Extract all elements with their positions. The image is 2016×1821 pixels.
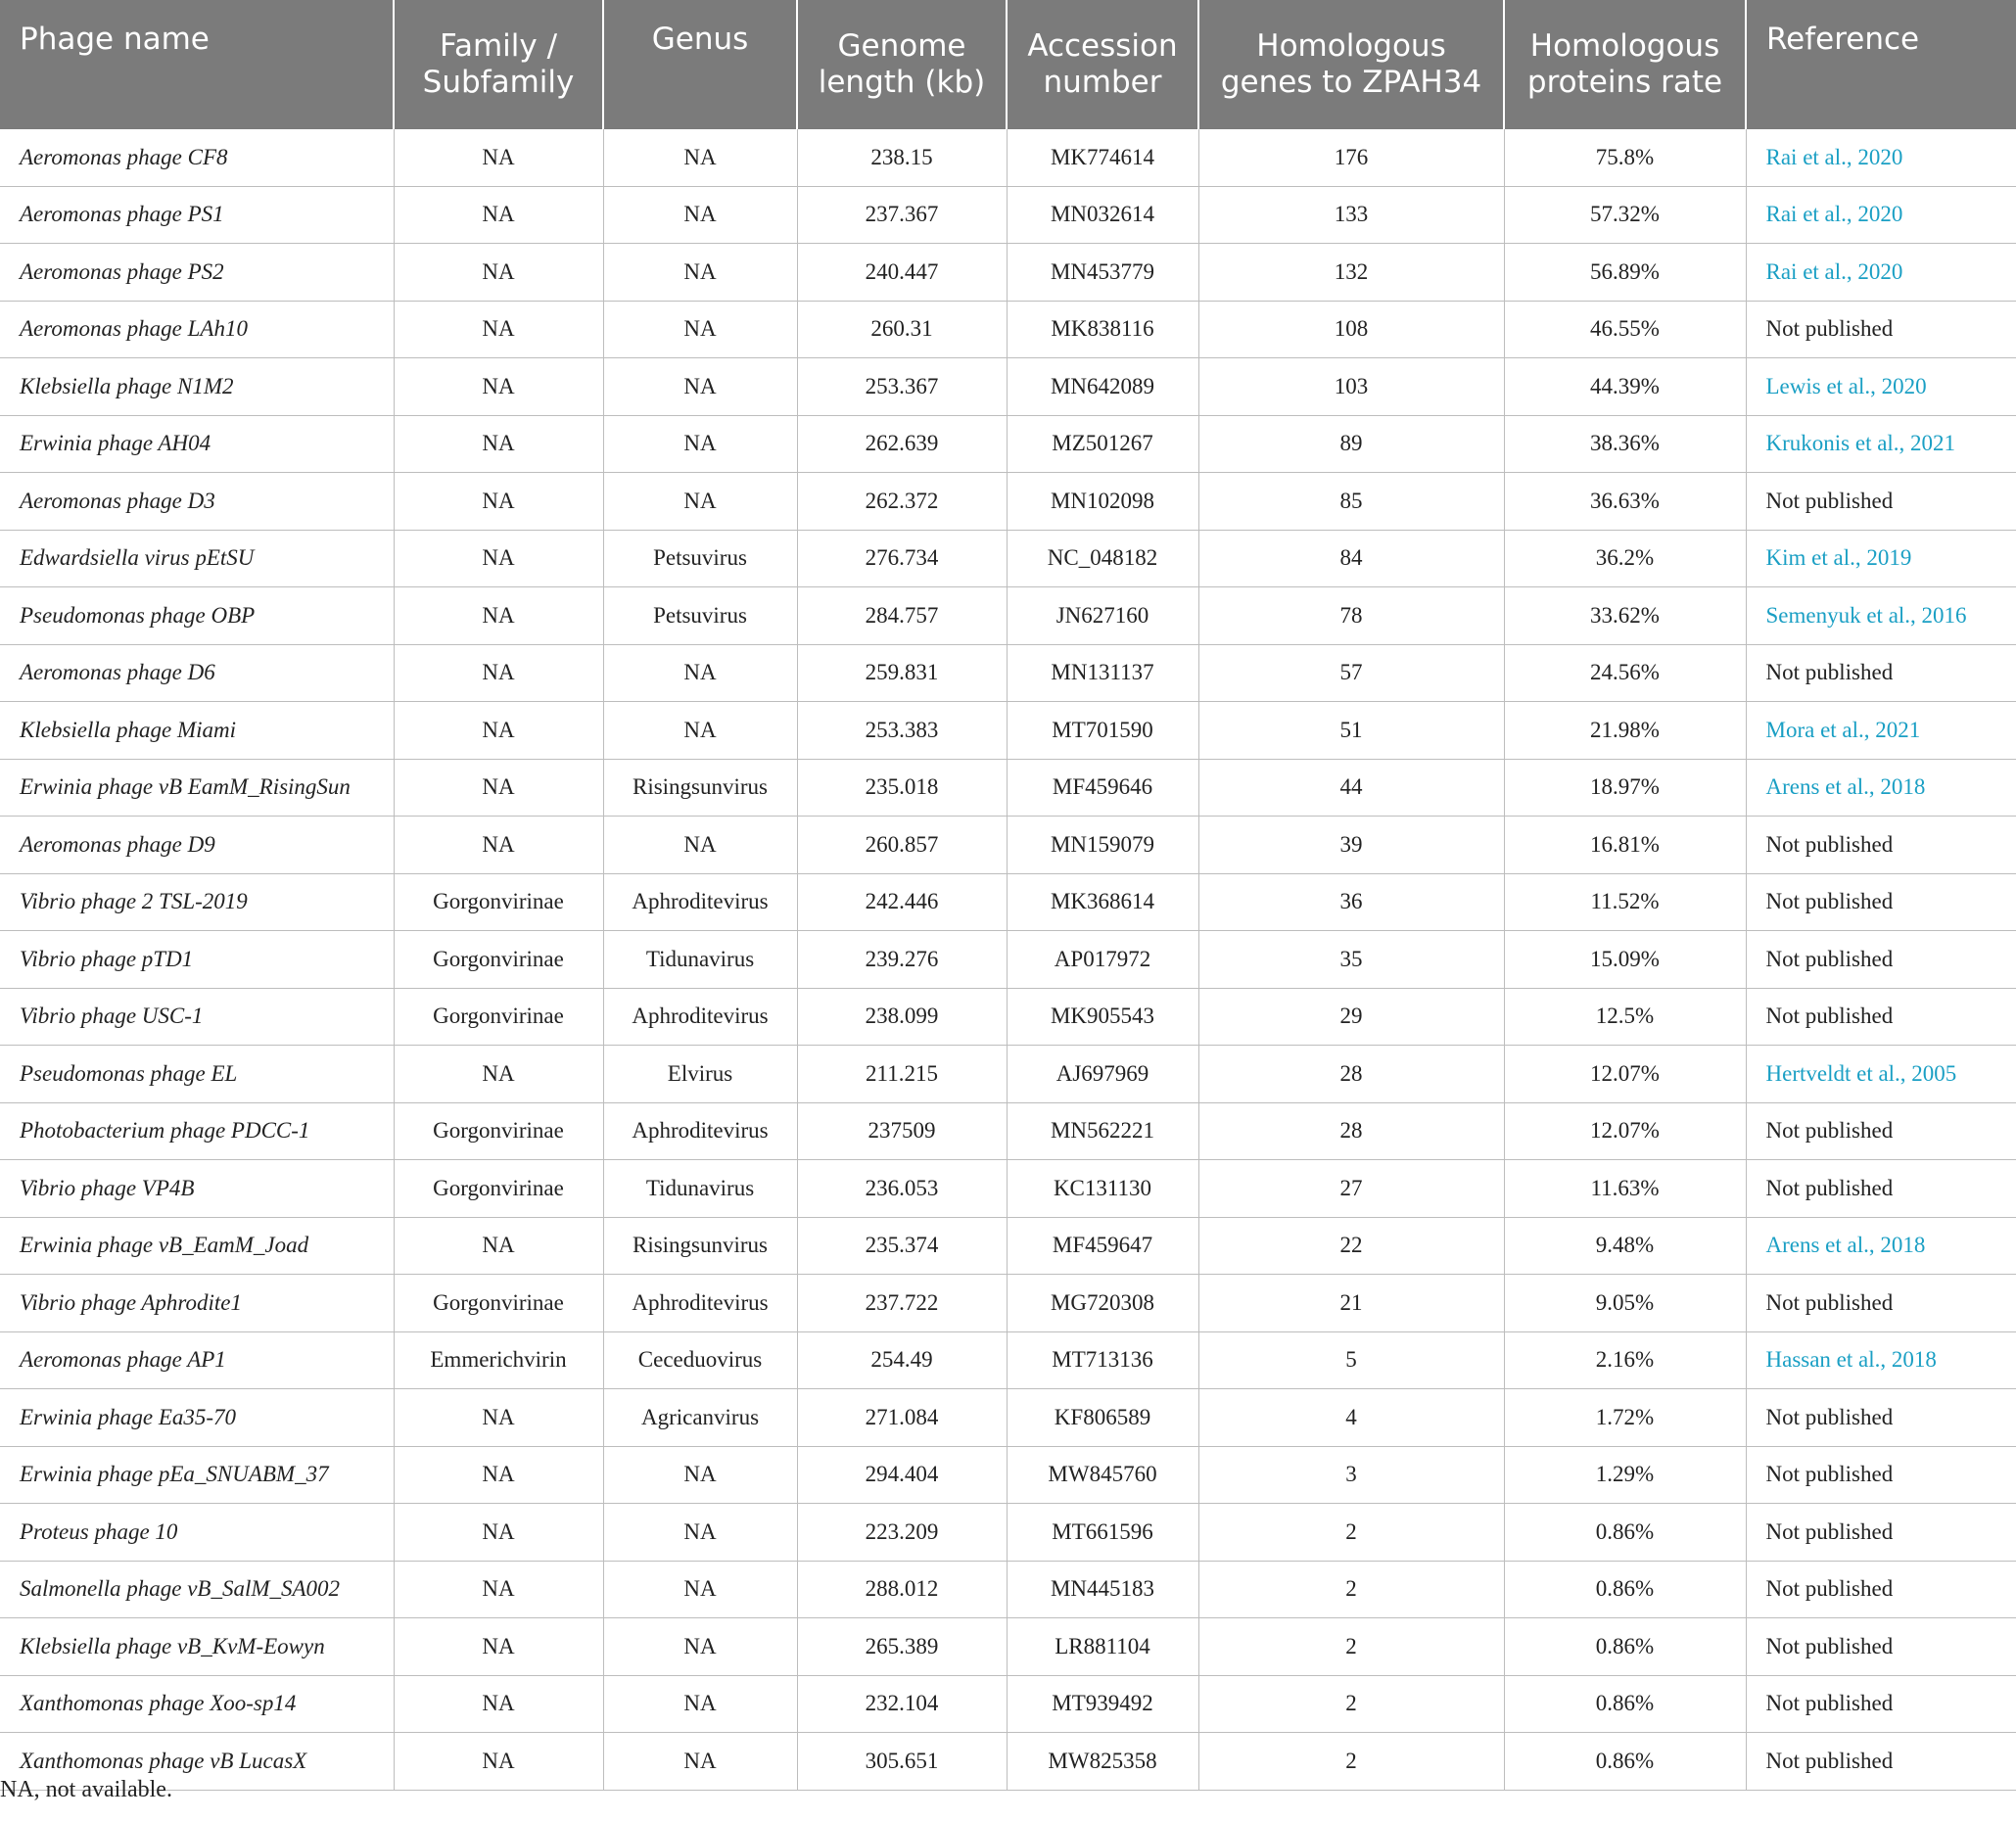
reference-cell[interactable]: Semenyuk et al., 2016 bbox=[1746, 587, 2016, 645]
homologous-genes-cell: 89 bbox=[1198, 415, 1504, 473]
genome-length-cell: 237509 bbox=[797, 1102, 1007, 1160]
accession-cell: MW825358 bbox=[1007, 1733, 1198, 1791]
phage-name-cell: Pseudomonas phage OBP bbox=[0, 587, 394, 645]
genus-cell: NA bbox=[603, 186, 797, 244]
table-row bbox=[0, 1561, 2016, 1618]
family-cell: NA bbox=[394, 1504, 603, 1562]
homologous-rate-cell: 15.09% bbox=[1504, 931, 1746, 989]
accession-cell: MN453779 bbox=[1007, 244, 1198, 302]
table-row bbox=[0, 358, 2016, 416]
genome-length-cell: 294.404 bbox=[797, 1446, 1007, 1504]
genome-length-cell: 284.757 bbox=[797, 587, 1007, 645]
reference-cell: Not published bbox=[1746, 1733, 2016, 1791]
homologous-rate-cell: 12.07% bbox=[1504, 1102, 1746, 1160]
reference-cell[interactable]: Arens et al., 2018 bbox=[1746, 759, 2016, 817]
genus-cell: NA bbox=[603, 1446, 797, 1504]
family-cell: NA bbox=[394, 644, 603, 702]
homologous-rate-cell: 0.86% bbox=[1504, 1618, 1746, 1676]
homologous-genes-cell: 2 bbox=[1198, 1733, 1504, 1791]
genome-length-cell: 242.446 bbox=[797, 873, 1007, 931]
family-cell: Gorgonvirinae bbox=[394, 873, 603, 931]
reference-cell: Not published bbox=[1746, 1389, 2016, 1447]
phage-name-cell: Klebsiella phage Miami bbox=[0, 702, 394, 760]
homologous-rate-cell: 0.86% bbox=[1504, 1733, 1746, 1791]
genus-cell: Elvirus bbox=[603, 1046, 797, 1103]
homologous-rate-cell: 11.52% bbox=[1504, 873, 1746, 931]
homologous-genes-cell: 108 bbox=[1198, 301, 1504, 358]
reference-cell[interactable]: Arens et al., 2018 bbox=[1746, 1217, 2016, 1275]
table-row bbox=[0, 1733, 2016, 1791]
homologous-genes-cell: 4 bbox=[1198, 1389, 1504, 1447]
genus-cell: NA bbox=[603, 415, 797, 473]
accession-cell: KC131130 bbox=[1007, 1160, 1198, 1218]
reference-cell[interactable]: Rai et al., 2020 bbox=[1746, 244, 2016, 302]
table-row bbox=[0, 644, 2016, 702]
homologous-rate-cell: 36.63% bbox=[1504, 473, 1746, 531]
phage-name-cell: Aeromonas phage CF8 bbox=[0, 129, 394, 186]
accession-cell: MK905543 bbox=[1007, 988, 1198, 1046]
accession-cell: MT661596 bbox=[1007, 1504, 1198, 1562]
reference-cell: Not published bbox=[1746, 644, 2016, 702]
accession-cell: MN102098 bbox=[1007, 473, 1198, 531]
reference-cell: Not published bbox=[1746, 1102, 2016, 1160]
family-cell: NA bbox=[394, 358, 603, 416]
accession-cell: MK838116 bbox=[1007, 301, 1198, 358]
homologous-genes-cell: 3 bbox=[1198, 1446, 1504, 1504]
genome-length-cell: 254.49 bbox=[797, 1331, 1007, 1389]
homologous-rate-cell: 1.29% bbox=[1504, 1446, 1746, 1504]
genus-cell: NA bbox=[603, 817, 797, 874]
accession-cell: MN032614 bbox=[1007, 186, 1198, 244]
homologous-genes-cell: 133 bbox=[1198, 186, 1504, 244]
family-cell: NA bbox=[394, 1561, 603, 1618]
accession-cell: MW845760 bbox=[1007, 1446, 1198, 1504]
header-phage-name: Phage name bbox=[0, 0, 394, 129]
homologous-rate-cell: 9.48% bbox=[1504, 1217, 1746, 1275]
homologous-rate-cell: 56.89% bbox=[1504, 244, 1746, 302]
phage-name-cell: Photobacterium phage PDCC-1 bbox=[0, 1102, 394, 1160]
genome-length-cell: 223.209 bbox=[797, 1504, 1007, 1562]
homologous-genes-cell: 176 bbox=[1198, 129, 1504, 186]
table-row bbox=[0, 1046, 2016, 1103]
genome-length-cell: 265.389 bbox=[797, 1618, 1007, 1676]
genome-length-cell: 288.012 bbox=[797, 1561, 1007, 1618]
family-cell: Gorgonvirinae bbox=[394, 988, 603, 1046]
genome-length-cell: 238.099 bbox=[797, 988, 1007, 1046]
header-homologous-rate: Homologous proteins rate bbox=[1504, 0, 1746, 129]
reference-cell: Not published bbox=[1746, 1275, 2016, 1332]
accession-cell: MN159079 bbox=[1007, 817, 1198, 874]
phage-name-cell: Aeromonas phage D3 bbox=[0, 473, 394, 531]
reference-cell: Not published bbox=[1746, 1675, 2016, 1733]
homologous-rate-cell: 12.5% bbox=[1504, 988, 1746, 1046]
homologous-genes-cell: 2 bbox=[1198, 1504, 1504, 1562]
accession-cell: MN562221 bbox=[1007, 1102, 1198, 1160]
phage-name-cell: Erwinia phage pEa_SNUABM_37 bbox=[0, 1446, 394, 1504]
phage-name-cell: Erwinia phage vB_EamM_Joad bbox=[0, 1217, 394, 1275]
accession-cell: KF806589 bbox=[1007, 1389, 1198, 1447]
accession-cell: MG720308 bbox=[1007, 1275, 1198, 1332]
genome-length-cell: 237.722 bbox=[797, 1275, 1007, 1332]
phage-name-cell: Aeromonas phage PS2 bbox=[0, 244, 394, 302]
table-row bbox=[0, 415, 2016, 473]
genus-cell: NA bbox=[603, 244, 797, 302]
homologous-rate-cell: 24.56% bbox=[1504, 644, 1746, 702]
reference-cell: Not published bbox=[1746, 301, 2016, 358]
reference-cell[interactable]: Mora et al., 2021 bbox=[1746, 702, 2016, 760]
genus-cell: Risingsunvirus bbox=[603, 1217, 797, 1275]
family-cell: Emmerichvirin bbox=[394, 1331, 603, 1389]
family-cell: NA bbox=[394, 1618, 603, 1676]
family-cell: NA bbox=[394, 1217, 603, 1275]
phage-name-cell: Xanthomonas phage vB LucasX bbox=[0, 1733, 394, 1791]
accession-cell: MT713136 bbox=[1007, 1331, 1198, 1389]
table-header bbox=[0, 0, 2016, 129]
accession-cell: MT939492 bbox=[1007, 1675, 1198, 1733]
homologous-rate-cell: 0.86% bbox=[1504, 1675, 1746, 1733]
table-row bbox=[0, 931, 2016, 989]
header-genus: Genus bbox=[603, 0, 797, 129]
family-cell: NA bbox=[394, 587, 603, 645]
phage-name-cell: Vibrio phage VP4B bbox=[0, 1160, 394, 1218]
table-row bbox=[0, 530, 2016, 587]
table-row bbox=[0, 473, 2016, 531]
genome-length-cell: 259.831 bbox=[797, 644, 1007, 702]
homologous-rate-cell: 44.39% bbox=[1504, 358, 1746, 416]
genome-length-cell: 271.084 bbox=[797, 1389, 1007, 1447]
genome-length-cell: 235.374 bbox=[797, 1217, 1007, 1275]
reference-cell: Not published bbox=[1746, 817, 2016, 874]
genus-cell: NA bbox=[603, 644, 797, 702]
reference-cell: Not published bbox=[1746, 931, 2016, 989]
phage-name-cell: Aeromonas phage D9 bbox=[0, 817, 394, 874]
homologous-genes-cell: 85 bbox=[1198, 473, 1504, 531]
genus-cell: Aphroditevirus bbox=[603, 1275, 797, 1332]
accession-cell: NC_048182 bbox=[1007, 530, 1198, 587]
family-cell: NA bbox=[394, 129, 603, 186]
homologous-genes-cell: 5 bbox=[1198, 1331, 1504, 1389]
phage-name-cell: Edwardsiella virus pEtSU bbox=[0, 530, 394, 587]
genus-cell: Petsuvirus bbox=[603, 530, 797, 587]
homologous-rate-cell: 16.81% bbox=[1504, 817, 1746, 874]
table-row bbox=[0, 873, 2016, 931]
genus-cell: NA bbox=[603, 1561, 797, 1618]
table-row bbox=[0, 129, 2016, 186]
family-cell: NA bbox=[394, 1389, 603, 1447]
phage-name-cell: Erwinia phage AH04 bbox=[0, 415, 394, 473]
table-row bbox=[0, 186, 2016, 244]
homologous-genes-cell: 103 bbox=[1198, 358, 1504, 416]
genus-cell: NA bbox=[603, 473, 797, 531]
table-row bbox=[0, 1389, 2016, 1447]
phage-name-cell: Xanthomonas phage Xoo-sp14 bbox=[0, 1675, 394, 1733]
genome-length-cell: 232.104 bbox=[797, 1675, 1007, 1733]
accession-cell: MK774614 bbox=[1007, 129, 1198, 186]
homologous-genes-cell: 35 bbox=[1198, 931, 1504, 989]
reference-cell[interactable]: Lewis et al., 2020 bbox=[1746, 358, 2016, 416]
reference-cell[interactable]: Hertveldt et al., 2005 bbox=[1746, 1046, 2016, 1103]
reference-cell[interactable]: Rai et al., 2020 bbox=[1746, 186, 2016, 244]
reference-cell: Not published bbox=[1746, 873, 2016, 931]
genus-cell: NA bbox=[603, 301, 797, 358]
genome-length-cell: 305.651 bbox=[797, 1733, 1007, 1791]
table-row bbox=[0, 1446, 2016, 1504]
genome-length-cell: 276.734 bbox=[797, 530, 1007, 587]
accession-cell: MN642089 bbox=[1007, 358, 1198, 416]
homologous-genes-cell: 29 bbox=[1198, 988, 1504, 1046]
genome-length-cell: 239.276 bbox=[797, 931, 1007, 989]
homologous-genes-cell: 132 bbox=[1198, 244, 1504, 302]
family-cell: NA bbox=[394, 186, 603, 244]
table-row bbox=[0, 1331, 2016, 1389]
family-cell: NA bbox=[394, 530, 603, 587]
phage-name-cell: Aeromonas phage LAh10 bbox=[0, 301, 394, 358]
reference-cell[interactable]: Kim et al., 2019 bbox=[1746, 530, 2016, 587]
reference-cell[interactable]: Krukonis et al., 2021 bbox=[1746, 415, 2016, 473]
family-cell: NA bbox=[394, 1046, 603, 1103]
family-cell: NA bbox=[394, 1446, 603, 1504]
genus-cell: NA bbox=[603, 1733, 797, 1791]
header-accession: Accession number bbox=[1007, 0, 1198, 129]
genome-length-cell: 240.447 bbox=[797, 244, 1007, 302]
reference-cell: Not published bbox=[1746, 1504, 2016, 1562]
table-row bbox=[0, 1160, 2016, 1218]
genome-length-cell: 211.215 bbox=[797, 1046, 1007, 1103]
family-cell: NA bbox=[394, 817, 603, 874]
reference-cell: Not published bbox=[1746, 1446, 2016, 1504]
family-cell: NA bbox=[394, 1675, 603, 1733]
table-body bbox=[0, 129, 2016, 1790]
homologous-rate-cell: 75.8% bbox=[1504, 129, 1746, 186]
genus-cell: Tidunavirus bbox=[603, 1160, 797, 1218]
homologous-genes-cell: 2 bbox=[1198, 1618, 1504, 1676]
accession-cell: JN627160 bbox=[1007, 587, 1198, 645]
homologous-genes-cell: 22 bbox=[1198, 1217, 1504, 1275]
table-row bbox=[0, 244, 2016, 302]
homologous-genes-cell: 2 bbox=[1198, 1561, 1504, 1618]
family-cell: NA bbox=[394, 301, 603, 358]
accession-cell: AJ697969 bbox=[1007, 1046, 1198, 1103]
accession-cell: MK368614 bbox=[1007, 873, 1198, 931]
genome-length-cell: 262.372 bbox=[797, 473, 1007, 531]
family-cell: NA bbox=[394, 759, 603, 817]
phage-name-cell: Klebsiella phage N1M2 bbox=[0, 358, 394, 416]
homologous-genes-cell: 2 bbox=[1198, 1675, 1504, 1733]
homologous-rate-cell: 46.55% bbox=[1504, 301, 1746, 358]
family-cell: NA bbox=[394, 702, 603, 760]
phage-name-cell: Aeromonas phage AP1 bbox=[0, 1331, 394, 1389]
accession-cell: MF459647 bbox=[1007, 1217, 1198, 1275]
homologous-rate-cell: 2.16% bbox=[1504, 1331, 1746, 1389]
genus-cell: Aphroditevirus bbox=[603, 873, 797, 931]
table-footnote: NA, not available. bbox=[0, 1777, 172, 1802]
genome-length-cell: 260.857 bbox=[797, 817, 1007, 874]
homologous-rate-cell: 11.63% bbox=[1504, 1160, 1746, 1218]
accession-cell: LR881104 bbox=[1007, 1618, 1198, 1676]
homologous-rate-cell: 12.07% bbox=[1504, 1046, 1746, 1103]
accession-cell: MT701590 bbox=[1007, 702, 1198, 760]
homologous-rate-cell: 0.86% bbox=[1504, 1504, 1746, 1562]
reference-cell: Not published bbox=[1746, 1618, 2016, 1676]
genus-cell: Ceceduovirus bbox=[603, 1331, 797, 1389]
family-cell: Gorgonvirinae bbox=[394, 1275, 603, 1332]
table-row bbox=[0, 1504, 2016, 1562]
family-cell: NA bbox=[394, 1733, 603, 1791]
homologous-genes-cell: 57 bbox=[1198, 644, 1504, 702]
header-row bbox=[0, 0, 2016, 129]
homologous-genes-cell: 28 bbox=[1198, 1102, 1504, 1160]
reference-cell: Not published bbox=[1746, 1561, 2016, 1618]
reference-cell: Not published bbox=[1746, 1160, 2016, 1218]
genus-cell: Tidunavirus bbox=[603, 931, 797, 989]
homologous-genes-cell: 39 bbox=[1198, 817, 1504, 874]
table-row bbox=[0, 1675, 2016, 1733]
header-family: Family / Subfamily bbox=[394, 0, 603, 129]
genome-length-cell: 238.15 bbox=[797, 129, 1007, 186]
homologous-genes-cell: 78 bbox=[1198, 587, 1504, 645]
homologous-genes-cell: 27 bbox=[1198, 1160, 1504, 1218]
genome-length-cell: 260.31 bbox=[797, 301, 1007, 358]
homologous-rate-cell: 9.05% bbox=[1504, 1275, 1746, 1332]
genus-cell: NA bbox=[603, 1504, 797, 1562]
homologous-rate-cell: 1.72% bbox=[1504, 1389, 1746, 1447]
table-row bbox=[0, 1275, 2016, 1332]
homologous-genes-cell: 36 bbox=[1198, 873, 1504, 931]
phage-name-cell: Vibrio phage 2 TSL-2019 bbox=[0, 873, 394, 931]
family-cell: NA bbox=[394, 473, 603, 531]
genome-length-cell: 237.367 bbox=[797, 186, 1007, 244]
reference-cell: Not published bbox=[1746, 473, 2016, 531]
homologous-genes-cell: 28 bbox=[1198, 1046, 1504, 1103]
homologous-genes-cell: 44 bbox=[1198, 759, 1504, 817]
homologous-rate-cell: 18.97% bbox=[1504, 759, 1746, 817]
genus-cell: NA bbox=[603, 1618, 797, 1676]
table-row bbox=[0, 759, 2016, 817]
homologous-genes-cell: 51 bbox=[1198, 702, 1504, 760]
accession-cell: MN131137 bbox=[1007, 644, 1198, 702]
accession-cell: MZ501267 bbox=[1007, 415, 1198, 473]
genus-cell: Agricanvirus bbox=[603, 1389, 797, 1447]
homologous-rate-cell: 33.62% bbox=[1504, 587, 1746, 645]
genus-cell: Aphroditevirus bbox=[603, 1102, 797, 1160]
reference-cell[interactable]: Rai et al., 2020 bbox=[1746, 129, 2016, 186]
family-cell: NA bbox=[394, 415, 603, 473]
phage-name-cell: Vibrio phage pTD1 bbox=[0, 931, 394, 989]
phage-name-cell: Erwinia phage vB EamM_RisingSun bbox=[0, 759, 394, 817]
phage-name-cell: Aeromonas phage D6 bbox=[0, 644, 394, 702]
table-row bbox=[0, 702, 2016, 760]
table-row bbox=[0, 988, 2016, 1046]
genus-cell: Petsuvirus bbox=[603, 587, 797, 645]
genome-length-cell: 253.367 bbox=[797, 358, 1007, 416]
genus-cell: NA bbox=[603, 358, 797, 416]
homologous-genes-cell: 84 bbox=[1198, 530, 1504, 587]
genus-cell: NA bbox=[603, 1675, 797, 1733]
family-cell: NA bbox=[394, 244, 603, 302]
homologous-rate-cell: 0.86% bbox=[1504, 1561, 1746, 1618]
phage-name-cell: Erwinia phage Ea35-70 bbox=[0, 1389, 394, 1447]
accession-cell: AP017972 bbox=[1007, 931, 1198, 989]
homologous-genes-cell: 21 bbox=[1198, 1275, 1504, 1332]
phage-name-cell: Vibrio phage USC-1 bbox=[0, 988, 394, 1046]
genome-length-cell: 235.018 bbox=[797, 759, 1007, 817]
homologous-rate-cell: 38.36% bbox=[1504, 415, 1746, 473]
genome-length-cell: 236.053 bbox=[797, 1160, 1007, 1218]
header-homologous-genes: Homologous genes to ZPAH34 bbox=[1198, 0, 1504, 129]
header-reference: Reference bbox=[1746, 0, 2016, 129]
family-cell: Gorgonvirinae bbox=[394, 1160, 603, 1218]
genus-cell: Aphroditevirus bbox=[603, 988, 797, 1046]
reference-cell[interactable]: Hassan et al., 2018 bbox=[1746, 1331, 2016, 1389]
phage-name-cell: Aeromonas phage PS1 bbox=[0, 186, 394, 244]
table-row bbox=[0, 817, 2016, 874]
genome-length-cell: 262.639 bbox=[797, 415, 1007, 473]
homologous-rate-cell: 21.98% bbox=[1504, 702, 1746, 760]
phage-name-cell: Salmonella phage vB_SalM_SA002 bbox=[0, 1561, 394, 1618]
genome-length-cell: 253.383 bbox=[797, 702, 1007, 760]
accession-cell: MN445183 bbox=[1007, 1561, 1198, 1618]
family-cell: Gorgonvirinae bbox=[394, 1102, 603, 1160]
reference-cell: Not published bbox=[1746, 988, 2016, 1046]
table-row bbox=[0, 1618, 2016, 1676]
table-row bbox=[0, 1102, 2016, 1160]
homologous-rate-cell: 36.2% bbox=[1504, 530, 1746, 587]
phage-name-cell: Pseudomonas phage EL bbox=[0, 1046, 394, 1103]
table-row bbox=[0, 587, 2016, 645]
genus-cell: NA bbox=[603, 129, 797, 186]
family-cell: Gorgonvirinae bbox=[394, 931, 603, 989]
table-row bbox=[0, 301, 2016, 358]
table-row bbox=[0, 1217, 2016, 1275]
header-genome-length: Genome length (kb) bbox=[797, 0, 1007, 129]
genus-cell: Risingsunvirus bbox=[603, 759, 797, 817]
phage-name-cell: Klebsiella phage vB_KvM-Eowyn bbox=[0, 1618, 394, 1676]
accession-cell: MF459646 bbox=[1007, 759, 1198, 817]
homologous-rate-cell: 57.32% bbox=[1504, 186, 1746, 244]
genus-cell: NA bbox=[603, 702, 797, 760]
phage-name-cell: Vibrio phage Aphrodite1 bbox=[0, 1275, 394, 1332]
phage-name-cell: Proteus phage 10 bbox=[0, 1504, 394, 1562]
